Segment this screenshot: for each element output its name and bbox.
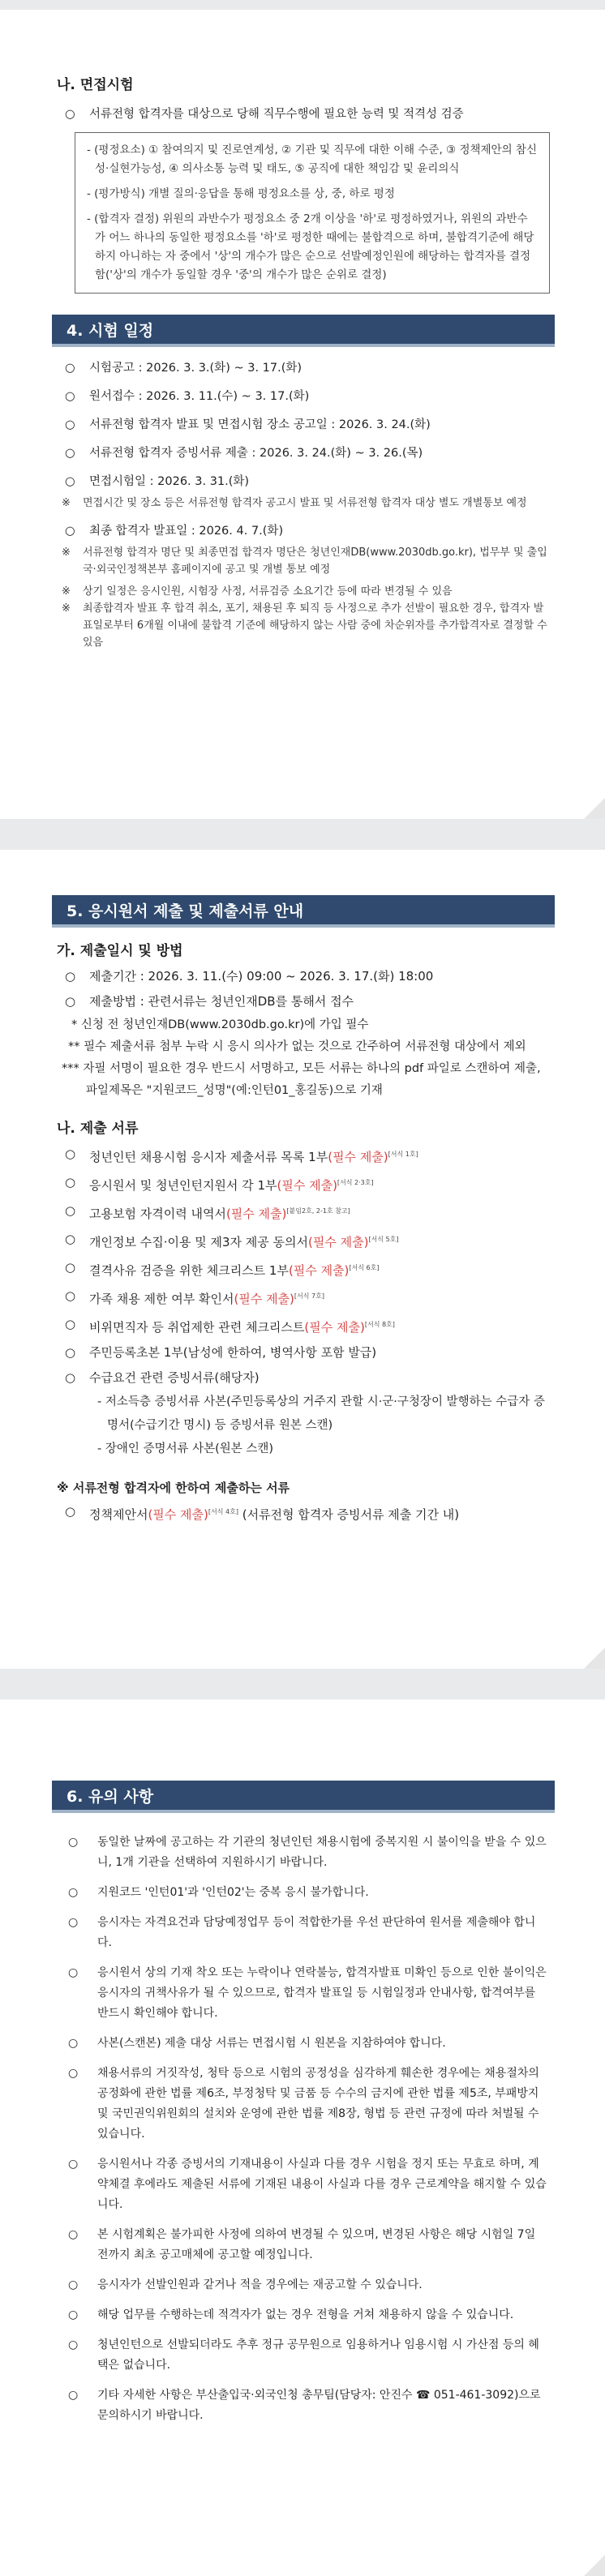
final-note-text: 서류전형 합격자 명단 및 최종면접 합격자 명단은 청년인재DB(www.2030db.go.kr), 법무부 및 출입국·외국인정책본부 홈페이지에 공고 및 개별 통보 예정 <box>83 546 547 576</box>
notice-item <box>57 2154 550 2215</box>
circle-bullet-icon: ○ <box>65 418 75 431</box>
schedule-text: 서류전형 합격자 발표 및 면접시험 장소 공고일 : 2026. 3. 24.(화) <box>89 418 431 431</box>
schedule-change-note <box>57 583 550 600</box>
form-reference: [서식 8호] <box>364 1321 395 1328</box>
required-badge: (필수 제출) <box>234 1292 294 1306</box>
notice-text: 응시자는 자격요건과 담당예정업무 등이 적합한가를 우선 판단하여 원서를 제출해야 합니다. <box>97 1916 536 1949</box>
schedule-item <box>57 358 550 378</box>
circle-bullet-icon: ○ <box>68 2389 79 2402</box>
document-name: 가족 채용 제한 여부 확인서 <box>89 1292 234 1306</box>
circle-bullet-icon: ○ <box>65 1203 76 1218</box>
notice-item <box>57 1883 550 1903</box>
notice-item <box>57 1832 550 1873</box>
reference-mark-icon: ※ <box>62 497 71 509</box>
form-reference: [서식 1호] <box>388 1151 418 1158</box>
schedule-item <box>57 387 550 406</box>
circle-bullet-icon: ○ <box>65 475 75 488</box>
circle-bullet-icon: ○ <box>68 2338 79 2351</box>
circle-bullet-icon: ○ <box>65 390 75 403</box>
page-3 <box>0 1699 605 2576</box>
additional-pass-note <box>57 600 550 651</box>
interview-intro <box>57 105 550 124</box>
reference-mark-icon: ※ <box>57 1481 69 1495</box>
circle-bullet-icon: ○ <box>68 2308 79 2321</box>
notice-list <box>57 1832 550 2426</box>
sub-heading-documents: 나. 제출 서류 <box>57 1121 139 1137</box>
page-2 <box>0 850 605 1669</box>
required-badge: (필수 제출) <box>308 1235 369 1249</box>
circle-bullet-icon: ○ <box>68 2158 79 2171</box>
required-badge: (필수 제출) <box>328 1150 388 1164</box>
notice-item <box>57 1963 550 2024</box>
document-item <box>57 1142 550 1170</box>
circle-bullet-icon: ○ <box>68 1916 79 1929</box>
schedule-text: 면접시험일 : 2026. 3. 31.(화) <box>89 475 250 488</box>
box-line-1: - (평정요소) ① 참여의지 및 진로연계성, ② 기관 및 직무에 대한 이해 수준, ③ 정책제안의 참신성·실현가능성, ④ 의사소통 능력 및 태도, ⑤ 공직에 대한 책임감 및 윤리의식 <box>87 144 538 175</box>
notice-text: 응시자가 선발인원과 같거나 적을 경우에는 재공고할 수 있습니다. <box>97 2278 423 2291</box>
circle-bullet-icon: ○ <box>65 1147 76 1161</box>
interview-intro-text: 서류전형 합격자를 대상으로 당해 직무수행에 필요한 능력 및 적격성 검증 <box>89 108 464 121</box>
page-gap-2 <box>0 1669 605 1699</box>
circle-bullet-icon: ○ <box>68 2228 79 2241</box>
circle-bullet-icon: ○ <box>68 1966 79 1979</box>
star-note-2: ** 필수 제출서류 첨부 누락 시 응시 의사가 없는 것으로 간주하여 서류전형 대상에서 제외 <box>68 1040 526 1053</box>
passer-heading <box>57 1479 550 1496</box>
page-fold-corner <box>584 1648 605 1669</box>
page-gap-1 <box>0 819 605 850</box>
form-reference: [서식 4호] <box>208 1508 238 1515</box>
notice-text: 청년인턴으로 선발되더라도 추후 정규 공무원으로 임용하거나 임용시험 시 가산점 등의 혜택은 없습니다. <box>97 2338 539 2372</box>
notice-text: 본 시험계획은 불가피한 사정에 의하여 변경될 수 있으며, 변경된 사항은 해당 시험일 7일 전까지 최초 공고매체에 공고할 예정입니다. <box>97 2228 536 2261</box>
form-reference: [서식 6호] <box>349 1264 380 1271</box>
notice-item <box>57 2385 550 2426</box>
final-announce-text: 최종 합격자 발표일 : 2026. 4. 7.(화) <box>89 525 284 538</box>
final-note <box>57 544 550 578</box>
document-name: 수급요건 관련 증빙서류(해당자) <box>89 1370 260 1385</box>
circle-bullet-icon: ○ <box>65 1345 76 1360</box>
star-note-1: * 신청 전 청년인재DB(www.2030db.go.kr)에 가입 필수 <box>71 1018 369 1031</box>
document-item <box>57 1198 550 1227</box>
page-1 <box>0 10 605 819</box>
final-announce <box>57 521 550 541</box>
circle-bullet-icon: ○ <box>65 1370 76 1385</box>
sub-heading-submission: 가. 제출일시 및 방법 <box>57 943 183 959</box>
document-item <box>57 1284 550 1312</box>
method-text: 제출방법 : 관련서류는 청년인재DB를 통해서 접수 <box>89 994 354 1009</box>
proposal-row <box>57 1499 550 1528</box>
schedule-change-text: 상기 일정은 응시인원, 시험장 사정, 서류검증 소요기간 등에 따라 변경될 수 있음 <box>83 585 453 598</box>
notice-text: 채용서류의 거짓작성, 청탁 등으로 시험의 공정성을 심각하게 훼손한 경우에는 채용절차의 공정화에 관한 법률 제6조, 부정청탁 및 금품 등 수수의 금지에 관한 법률 제5조, 부패방지 및 국민권익위원회의 설치와 운영에 관한 법률 제8장, 형법 등 관련 규정에 따라 처벌될 수 있습니다. <box>97 2067 539 2141</box>
required-badge: (필수 제출) <box>288 1263 350 1278</box>
required-badge: (필수 제출) <box>304 1320 365 1335</box>
notice-item <box>57 2305 550 2325</box>
schedule-item <box>57 472 550 491</box>
interview-note <box>57 495 550 512</box>
notice-text: 지원코드 '인턴01'과 '인턴02'는 중복 응시 불가합니다. <box>97 1886 369 1899</box>
document-item <box>57 1365 550 1391</box>
circle-bullet-icon: ○ <box>68 2037 79 2050</box>
schedule-list <box>57 358 550 651</box>
document-subitem-low-income: - 저소득층 증빙서류 사본(주민등록상의 거주지 관할 시·군·구청장이 발행하는 수급자 증명서(수급기간 명시) 등 증빙서류 원본 스캔) <box>97 1395 545 1432</box>
document-name: 비위면직자 등 취업제한 관련 체크리스트 <box>89 1320 305 1335</box>
required-badge: (필수 제출) <box>277 1178 337 1193</box>
section6-title: 6. 유의 사항 <box>52 1781 555 1813</box>
proposal-name: 정책제안서 <box>89 1507 148 1522</box>
document-name: 고용보험 자격이력 내역서 <box>89 1207 226 1221</box>
document-item <box>57 1227 550 1255</box>
reference-mark-icon: ※ <box>62 546 71 559</box>
notice-item <box>57 2275 550 2295</box>
form-reference: [서식 2·3호] <box>337 1179 374 1186</box>
schedule-item <box>57 415 550 435</box>
required-badge: (필수 제출) <box>148 1507 208 1522</box>
period-row <box>57 964 550 989</box>
page-fold-corner <box>584 2555 605 2576</box>
document-item <box>57 1312 550 1340</box>
circle-bullet-icon: ○ <box>68 1836 79 1849</box>
circle-bullet-icon: ○ <box>65 994 76 1009</box>
star-note-3: *** 자필 서명이 필요한 경우 반드시 서명하고, 모든 서류는 하나의 pdf 파일로 스캔하여 제출, 파일제목은 "지원코드_성명"(예:인턴01_홍길동)으로 기재 <box>62 1062 541 1097</box>
document-item <box>57 1255 550 1284</box>
page-fold-corner <box>584 798 605 819</box>
document-item <box>57 1340 550 1365</box>
document-name: 청년인턴 채용시험 응시자 제출서류 목록 1부 <box>89 1150 328 1164</box>
circle-bullet-icon: ○ <box>68 2067 79 2080</box>
circle-bullet-icon: ○ <box>65 1288 76 1303</box>
box-line-2: - (평가방식) 개별 질의·응답을 통해 평정요소를 상, 중, 하로 평정 <box>87 187 395 200</box>
reference-mark-icon: ※ <box>62 602 71 615</box>
document-subitem-disability: - 장애인 증명서류 사본(원본 스캔) <box>97 1442 274 1455</box>
circle-bullet-icon: ○ <box>65 1232 76 1246</box>
method-row <box>57 989 550 1014</box>
document-name: 결격사유 검증을 위한 체크리스트 1부 <box>89 1263 289 1278</box>
notice-text: 사본(스캔본) 제출 대상 서류는 면접시험 시 원본을 지참하여야 합니다. <box>97 2037 446 2050</box>
reference-mark-icon: ※ <box>62 585 71 598</box>
page-gap-top <box>0 0 605 10</box>
notice-text: 기타 자세한 사항은 부산출입국·외국인청 총무팀(담당자: 안진수 ☎ 051-461-3092)으로 문의하시기 바랍니다. <box>97 2389 541 2422</box>
circle-bullet-icon: ○ <box>65 362 75 375</box>
interview-criteria-box <box>75 132 550 294</box>
notice-text: 동일한 날짜에 공고하는 각 기관의 청년인턴 채용시험에 중복지원 시 불이익을 받을 수 있으니, 1개 기관을 선택하여 지원하시기 바랍니다. <box>97 1836 547 1869</box>
notice-item <box>57 2034 550 2054</box>
form-reference: [서식 7호] <box>294 1292 324 1300</box>
interview-heading: 나. 면접시험 <box>57 77 134 93</box>
document-name: 주민등록초본 1부(남성에 한하여, 병역사항 포함 발급) <box>89 1345 377 1360</box>
notice-item <box>57 2225 550 2265</box>
document-name: 응시원서 및 청년인턴지원서 각 1부 <box>89 1178 277 1193</box>
document-name: 개인정보 수집·이용 및 제3자 제공 동의서 <box>89 1235 308 1249</box>
notice-item <box>57 2064 550 2145</box>
circle-bullet-icon: ○ <box>65 108 75 121</box>
box-line-3: - (합격자 결정) 위원의 과반수가 평정요소 중 2개 이상을 '하'로 평정하였거나, 위원의 과반수가 어느 하나의 동일한 평정요소를 '하'로 평정한 때에는 불합격으로 하며, 불합격기준에 해당하지 아니하는 자 중에서 '상'의 개수가 많은 순으로 선발예정인원에 해당하는 합격자를 결정함('상'의 개수가 동일할 경우 '중'의 개수가 많은 순위로 결정) <box>87 212 534 281</box>
circle-bullet-icon: ○ <box>65 1317 76 1331</box>
notice-text: 해당 업무를 수행하는데 적격자가 없는 경우 전형을 거쳐 채용하지 않을 수 있습니다. <box>97 2308 514 2321</box>
required-badge: (필수 제출) <box>225 1207 287 1221</box>
form-reference: [붙임2호, 2-1호 참고] <box>286 1207 350 1215</box>
schedule-text: 원서접수 : 2026. 3. 11.(수) ~ 3. 17.(화) <box>89 390 310 403</box>
circle-bullet-icon: ○ <box>68 2278 79 2291</box>
circle-bullet-icon: ○ <box>68 1886 79 1899</box>
notice-item <box>57 2335 550 2376</box>
circle-bullet-icon: ○ <box>65 1504 76 1519</box>
circle-bullet-icon: ○ <box>65 525 75 538</box>
period-text: 제출기간 : 2026. 3. 11.(수) 09:00 ~ 2026. 3. 17.(화) 18:00 <box>89 969 434 984</box>
section5-title: 5. 응시원서 제출 및 제출서류 안내 <box>52 895 555 928</box>
circle-bullet-icon: ○ <box>65 969 76 984</box>
circle-bullet-icon: ○ <box>65 1175 76 1189</box>
passer-heading-text: 서류전형 합격자에 한하여 제출하는 서류 <box>72 1481 290 1495</box>
section4-title: 4. 시험 일정 <box>52 315 555 347</box>
interview-note-text: 면접시간 및 장소 등은 서류전형 합격자 공고시 발표 및 서류전형 합격자 대상 별도 개별통보 예정 <box>83 497 527 509</box>
document-item <box>57 1170 550 1198</box>
circle-bullet-icon: ○ <box>65 1260 76 1275</box>
notice-item <box>57 1913 550 1953</box>
form-reference: [서식 5호] <box>368 1236 399 1243</box>
schedule-text: 서류전형 합격자 증빙서류 제출 : 2026. 3. 24.(화) ~ 3. 26.(목) <box>89 447 423 460</box>
notice-text: 응시원서나 각종 증빙서의 기재내용이 사실과 다를 경우 시험을 정지 또는 무효로 하며, 계약체결 후에라도 제출된 서류에 기재된 내용이 사실과 다를 경우 근로계약을 해지할 수 있습니다. <box>97 2158 547 2211</box>
notice-text: 응시원서 상의 기재 착오 또는 누락이나 연락불능, 합격자발표 미확인 등으로 인한 불이익은 응시자의 귀책사유가 될 수 있으므로, 합격자 발표일 등 시험일정과 안내사항, 합격여부를 반드시 확인해야 합니다. <box>97 1966 547 2020</box>
document-list <box>57 1142 550 1461</box>
additional-pass-text: 최종합격자 발표 후 합격 취소, 포기, 채용된 후 퇴직 등 사정으로 추가 선발이 필요한 경우, 합격자 발표일로부터 6개월 이내에 불합격 기준에 해당하지 않는 사람 중에 차순위자를 추가합격자로 결정할 수 있음 <box>83 602 547 649</box>
circle-bullet-icon: ○ <box>65 447 75 460</box>
proposal-period-note: (서류전형 합격자 증빙서류 제출 기간 내) <box>238 1507 460 1522</box>
schedule-item <box>57 444 550 463</box>
schedule-text: 시험공고 : 2026. 3. 3.(화) ~ 3. 17.(화) <box>89 362 302 375</box>
